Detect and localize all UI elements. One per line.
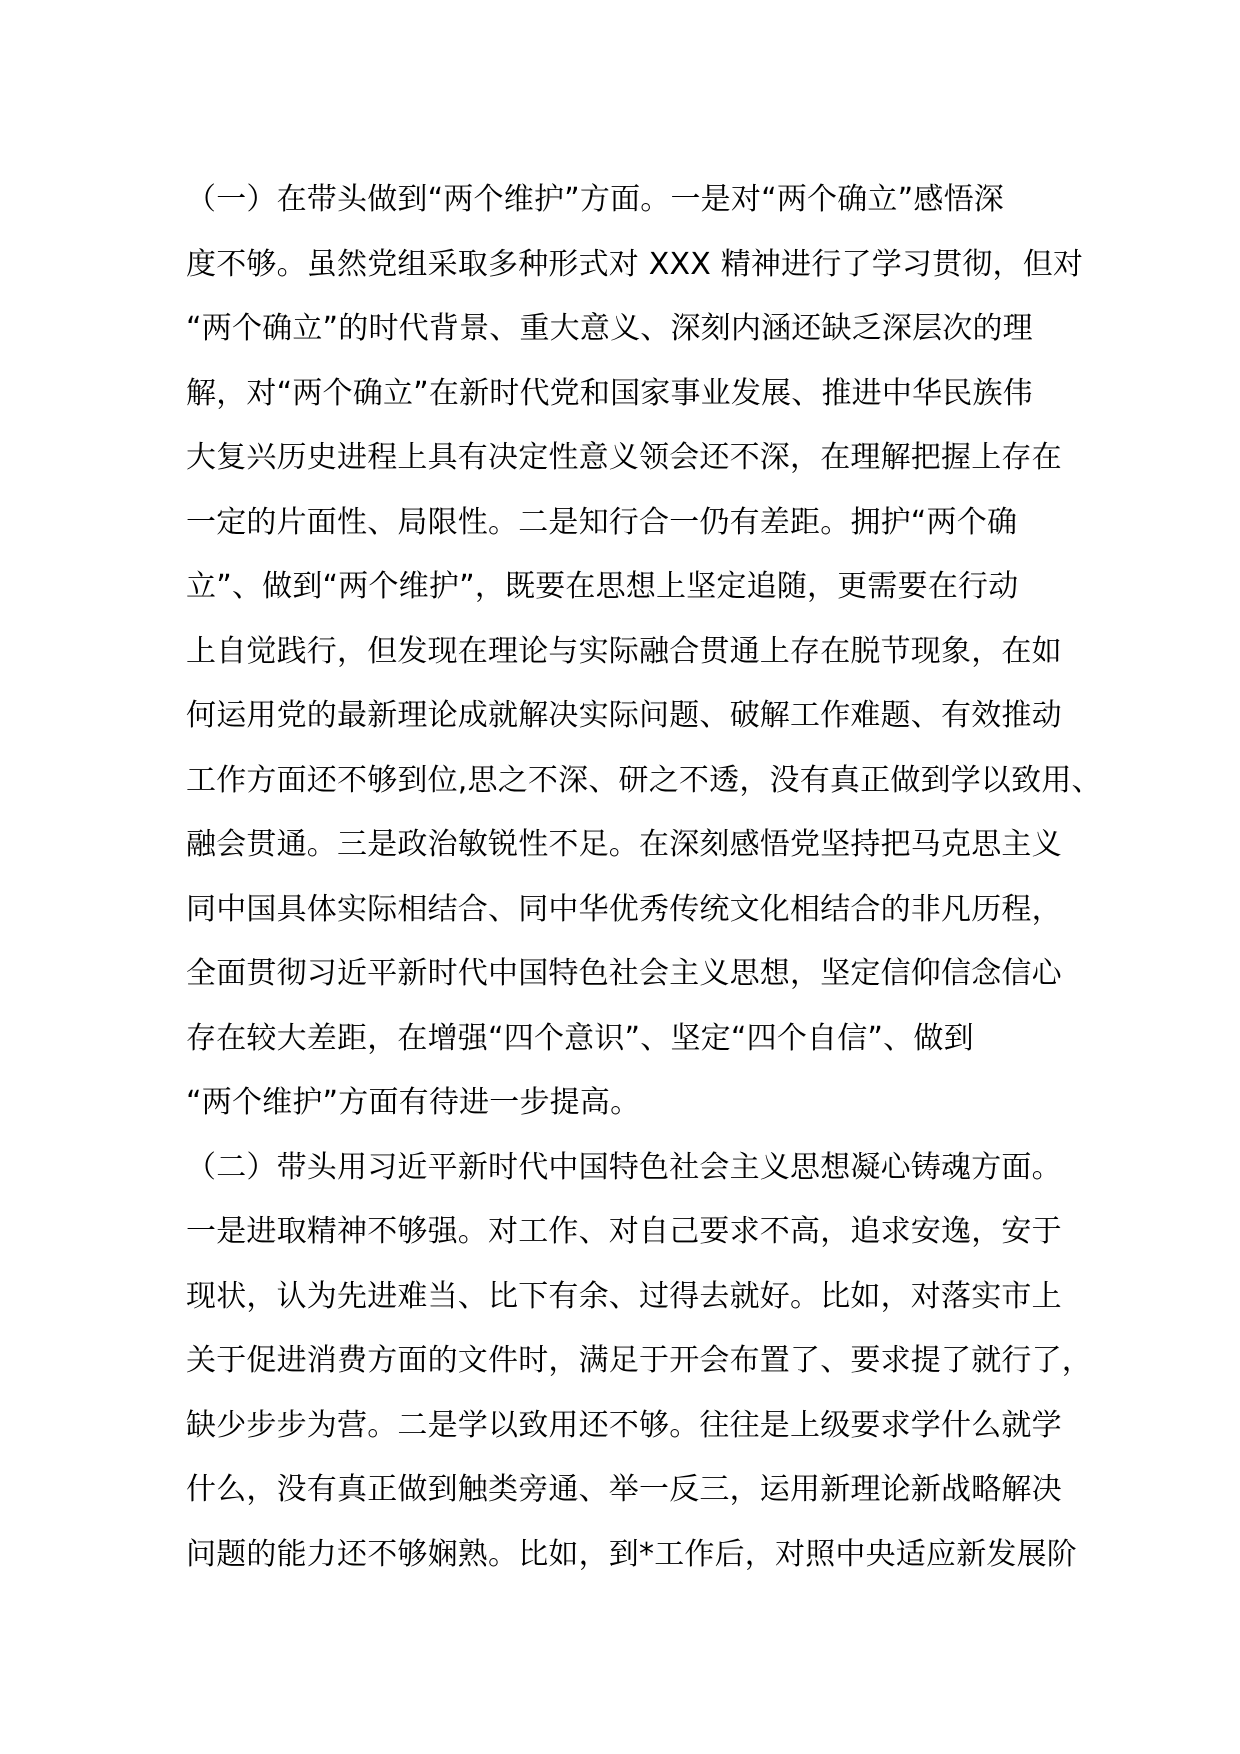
text-line: “两个维护”方面有待进一步提高。 <box>186 1085 641 1120</box>
text-line: 全面贯彻习近平新时代中国特色社会主义思想，坚定信仰信念信心 <box>186 956 1062 991</box>
text-line: 现状，认为先进难当、比下有余、过得去就好。比如，对落实市上 <box>186 1278 1062 1314</box>
body-text <box>186 168 1102 1587</box>
text-line: 大复兴历史进程上具有决定性意义领会还不深，在理解把握上存在 <box>186 440 1062 475</box>
text-line: 融会贯通。三是政治敏锐性不足。在深刻感悟党坚持把马克思主义 <box>186 827 1062 862</box>
text-line: “两个确立”的时代背景、重大意义、深刻内涵还缺乏深层次的理 <box>186 311 1033 346</box>
text-line: 问题的能力还不够娴熟。比如，到*工作后，对照中央适应新发展阶 <box>186 1536 1077 1572</box>
text-line: 存在较大差距，在增强“四个意识”、坚定“四个自信”、做到 <box>186 1020 974 1056</box>
text-line: 一是进取精神不够强。对工作、对自己要求不高，追求安逸，安于 <box>186 1214 1062 1249</box>
section-heading: （二）带头用习近平新时代中国特色社会主义思想凝心铸魂方面。 <box>186 1149 1062 1185</box>
text-line: 上自觉践行，但发现在理论与实际融合贯通上存在脱节现象，在如 <box>186 633 1062 669</box>
text-line: 一定的片面性、局限性。二是知行合一仍有差距。拥护“两个确 <box>186 504 1018 540</box>
text-line: 什么，没有真正做到触类旁通、举一反三，运用新理论新战略解决 <box>186 1472 1062 1507</box>
text-line: （一）在带头做到“两个维护”方面。一是对“两个确立”感悟深 <box>186 182 1004 217</box>
text-line: 解，对“两个确立”在新时代党和国家事业发展、推进中华民族伟 <box>186 375 1033 411</box>
text-line: 同中国具体实际相结合、同中华优秀传统文化相结合的非凡历程， <box>186 891 1062 927</box>
text-line: 度不够。虽然党组采取多种形式对 XXX 精神进行了学习贯彻，但对 <box>186 246 1084 282</box>
text-line: 立”、做到“两个维护”，既要在思想上坚定追随，更需要在行动 <box>186 569 1019 604</box>
text-line: 缺少步步为营。二是学以致用还不够。往往是上级要求学什么就学 <box>186 1407 1062 1443</box>
text-line: 何运用党的最新理论成就解决实际问题、破解工作难题、有效推动 <box>186 698 1062 733</box>
text-line: 工作方面还不够到位,思之不深、研之不透，没有真正做到学以致用、 <box>186 762 1102 798</box>
text-line: 关于促进消费方面的文件时，满足于开会布置了、要求提了就行了， <box>186 1343 1092 1378</box>
